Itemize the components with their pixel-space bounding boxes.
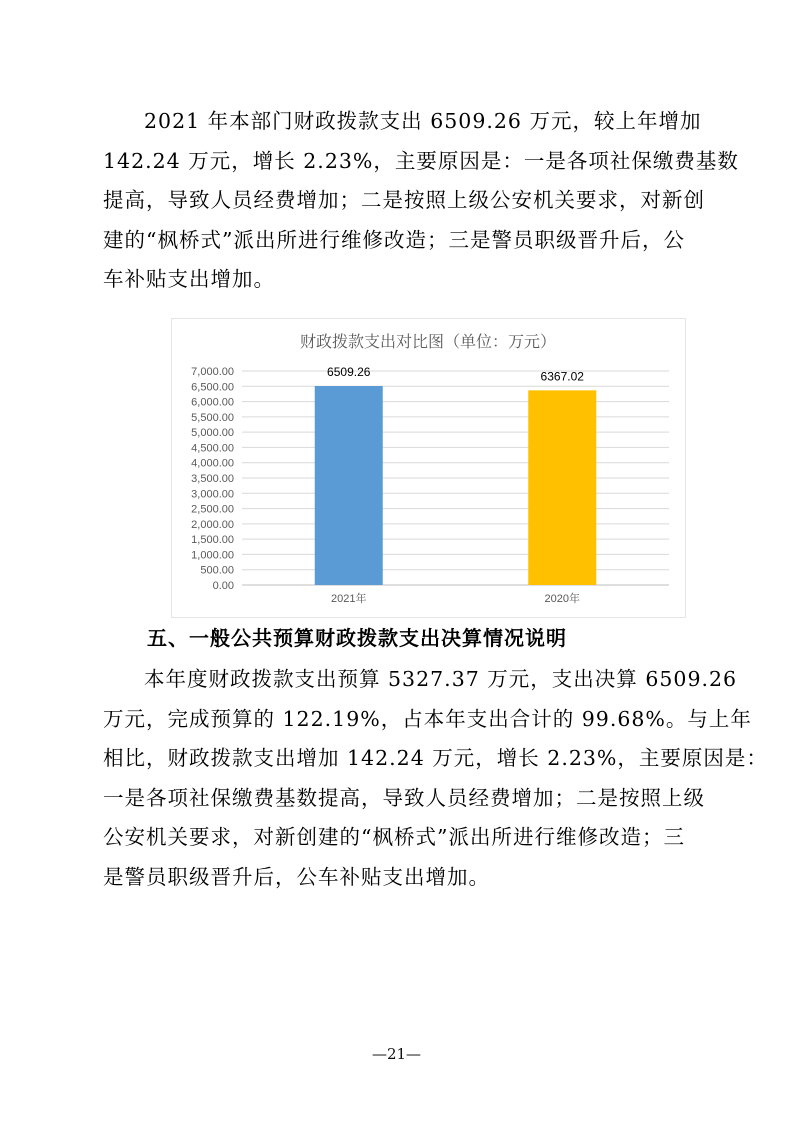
- intro-line: 142.24 万元，增长 2.23%，主要原因是：一是各项社保缴费基数: [103, 148, 739, 173]
- body-paragraph: [103, 660, 768, 897]
- y-tick-label: 4,000.00: [191, 457, 234, 470]
- page-number: —21—: [371, 1045, 422, 1063]
- y-tick-label: 1,000.00: [191, 549, 234, 562]
- body-line: 本年度财政拨款支出预算 5327.37 万元，支出决算 6509.26: [144, 667, 738, 691]
- y-tick-label: 6,000.00: [191, 396, 234, 409]
- body-line: 万元，完成预算的 122.19%，占本年支出合计的 99.68%。与上年: [103, 706, 752, 731]
- y-tick-label: 2,500.00: [191, 503, 234, 516]
- x-tick-label: 2020年: [544, 593, 580, 605]
- y-tick-label: 4,500.00: [191, 442, 234, 455]
- section-heading: 五、一般公共预算财政拨款支出决算情况说明: [147, 626, 567, 650]
- data-label: 6367.02: [540, 369, 584, 384]
- y-tick-label: 6,500.00: [191, 381, 234, 394]
- y-tick-label: 0.00: [212, 580, 234, 592]
- bar: [528, 390, 596, 585]
- y-tick-label: 5,000.00: [191, 427, 234, 440]
- chart-title: 财政拨款支出对比图（单位：万元）: [299, 334, 557, 351]
- expenditure-comparison-chart: [171, 318, 686, 618]
- x-tick-label: 2021年: [331, 593, 367, 605]
- y-tick-label: 7,000.00: [191, 366, 234, 378]
- y-tick-label: 2,000.00: [191, 518, 234, 531]
- body-line: 相比，财政拨款支出增加 142.24 万元，增长 2.23%，主要原因是：: [103, 746, 768, 770]
- intro-line: 建的“枫桥式”派出所进行维修改造；三是警员职级晋升后，公: [103, 227, 685, 252]
- body-line: 公安机关要求，对新创建的“枫桥式”派出所进行维修改造；三: [103, 825, 685, 849]
- intro-line: 2021 年本部门财政拨款支出 6509.26 万元，较上年增加: [144, 109, 702, 133]
- bar: [315, 386, 383, 585]
- y-tick-label: 5,500.00: [191, 411, 234, 424]
- data-label: 6509.26: [327, 365, 371, 380]
- body-line: 是警员职级晋升后，公车补贴支出增加。: [103, 864, 490, 889]
- y-tick-label: 3,000.00: [191, 488, 234, 501]
- intro-line: 提高，导致人员经费增加；二是按照上级公安机关要求，对新创: [103, 188, 705, 212]
- chart-canvas: [172, 319, 685, 617]
- body-line: 一是各项社保缴费基数提高，导致人员经费增加；二是按照上级: [103, 785, 705, 810]
- intro-paragraph: [103, 102, 739, 300]
- intro-line: 车补贴支出增加。: [103, 267, 275, 291]
- y-tick-label: 500.00: [200, 564, 234, 577]
- y-tick-label: 3,500.00: [191, 473, 234, 485]
- y-tick-label: 1,500.00: [191, 534, 234, 547]
